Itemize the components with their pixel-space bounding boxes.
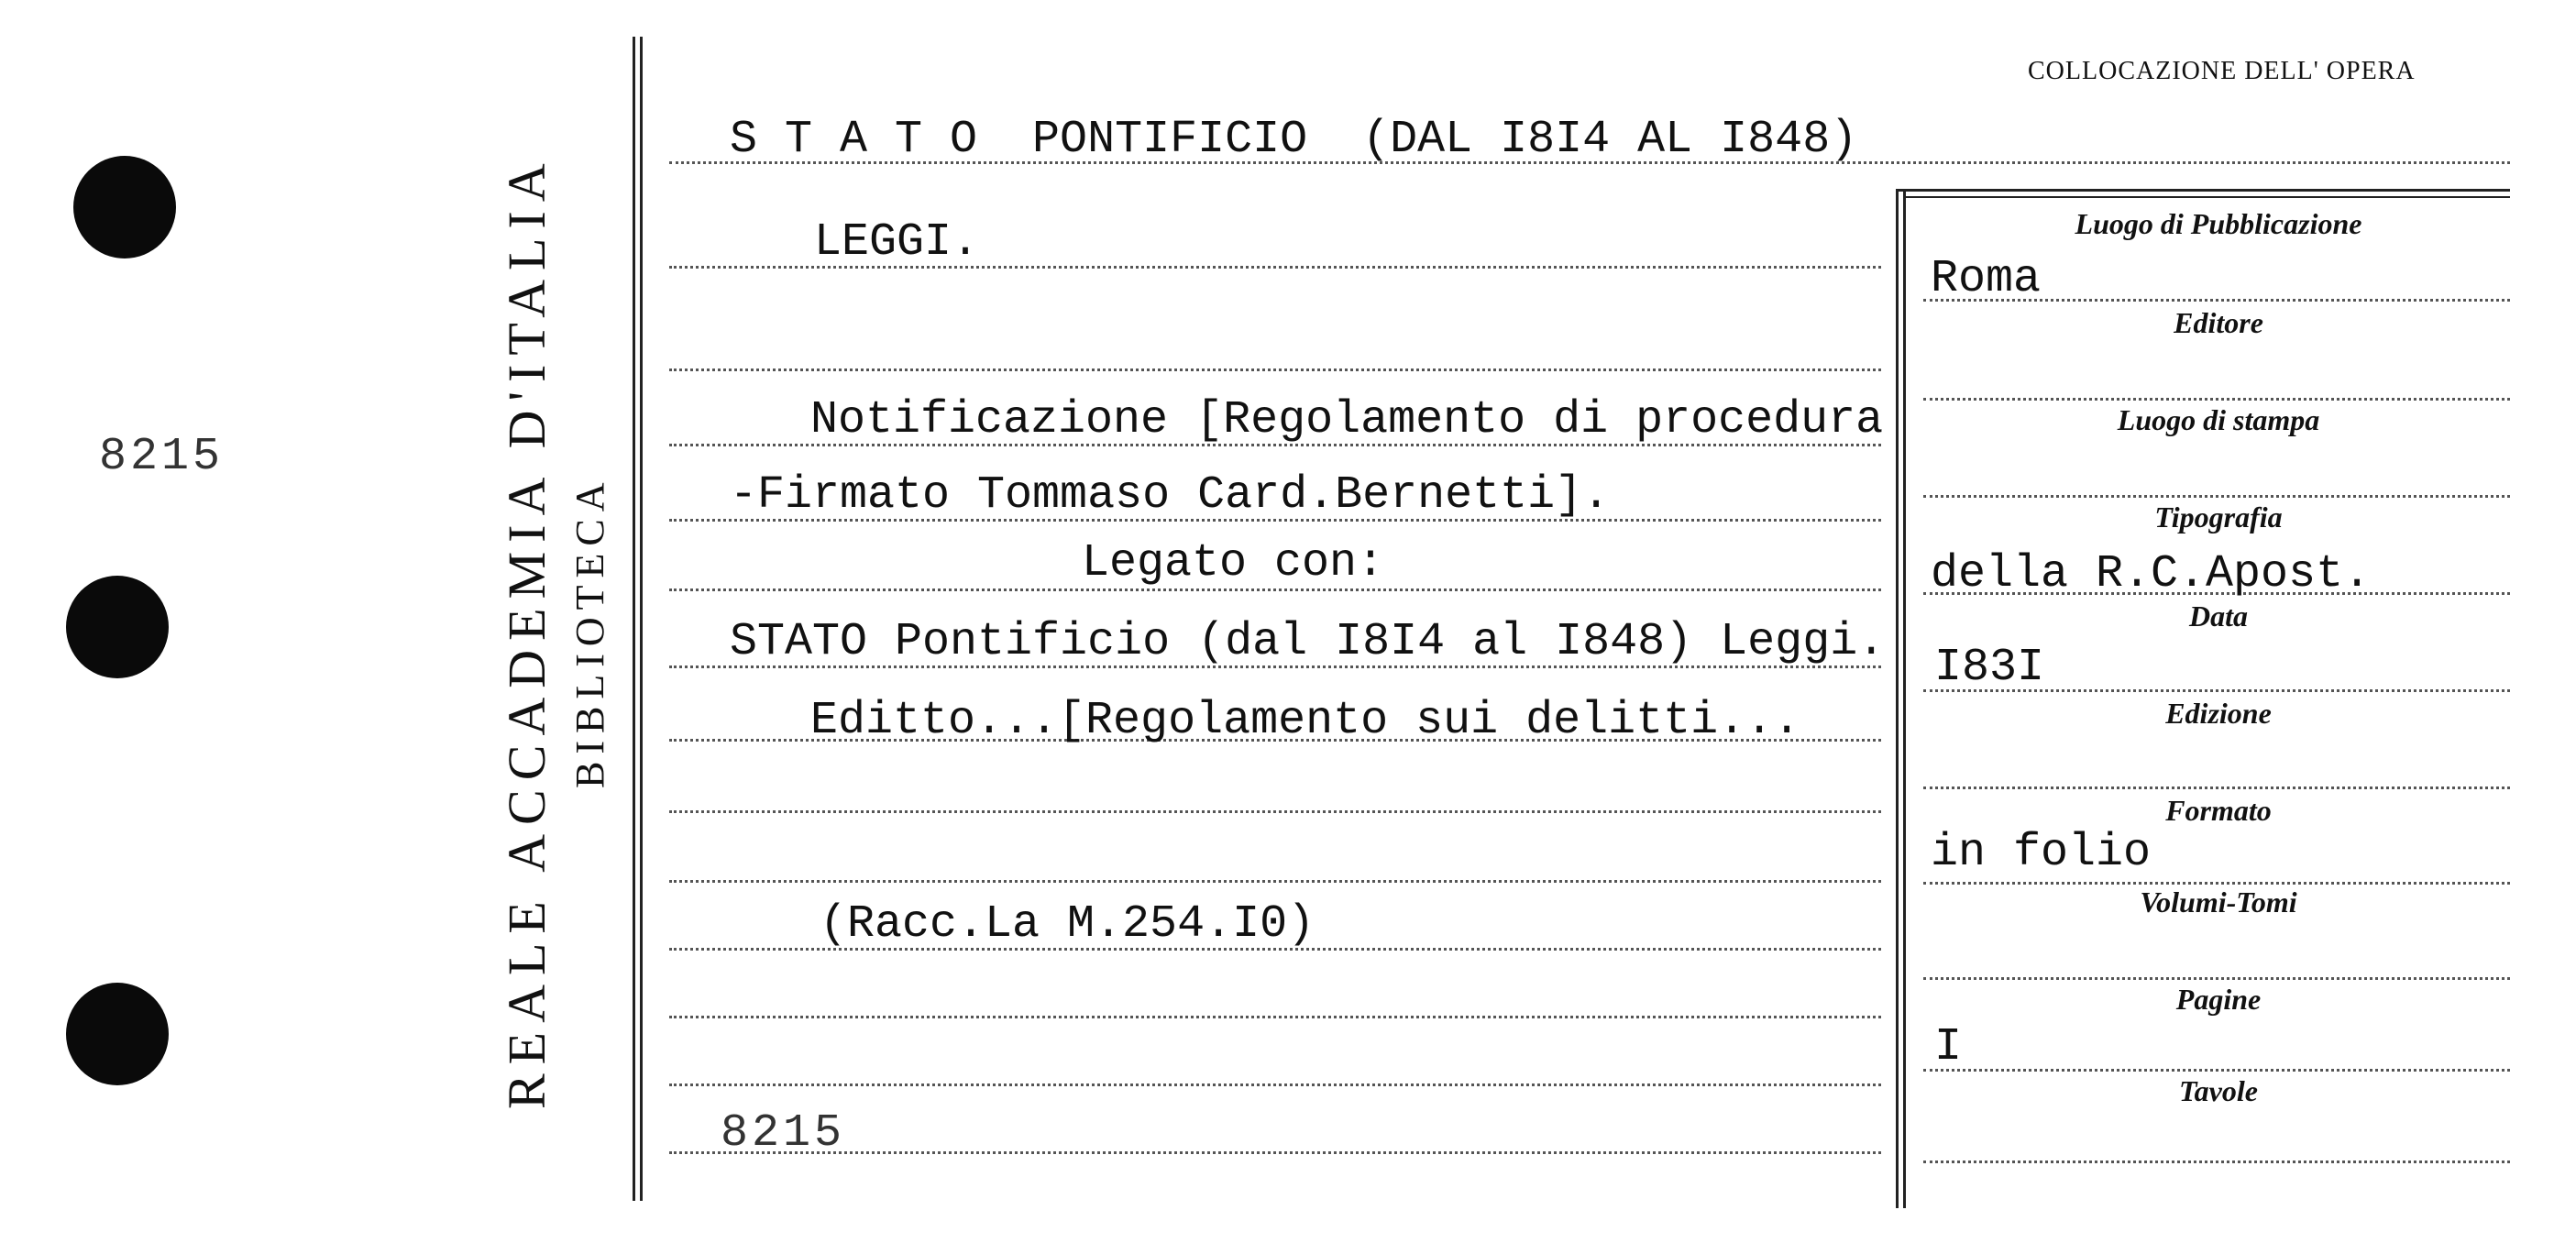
field-value-tipografia: della R.C.Apost. [1931,548,2372,600]
field-label-editore: Editore [2174,306,2263,339]
field-value-luogo-pubblicazione: Roma [1931,253,2042,305]
field-box-top-rule-b [1905,196,2510,198]
body-rule [669,1016,1881,1018]
field-rule [1923,398,2510,401]
field-value-pagine: I [1934,1021,1963,1073]
body-rule [669,368,1881,371]
body-line: -Firmato Tommaso Card.Bernetti]. [730,469,1611,522]
field-box-rule-a [1896,191,1899,1208]
field-rule [1923,786,2510,789]
field-rule [1923,977,2510,980]
field-label-luogo-stampa: Luogo di stampa [2117,403,2320,436]
field-label-tavole: Tavole [2179,1074,2258,1107]
field-label-pagine: Pagine [2175,983,2262,1016]
field-label-tipografia: Tipografia [2154,500,2283,534]
heading-line: S T A T O PONTIFICIO (DAL I8I4 AL I848) [730,114,1858,166]
body-rule [669,1151,1881,1154]
field-rule [1923,1069,2510,1072]
body-rule [669,880,1881,883]
punch-hole-middle [66,576,169,678]
body-rule [669,1084,1881,1086]
margin-catalogue-number: 8215 [99,431,225,483]
field-rule [1923,495,2510,498]
left-double-rule-a [633,37,635,1201]
field-rule [1923,1160,2510,1163]
field-label-volumi-tomi: Volumi-Tomi [2140,886,2297,918]
bottom-catalogue-number: 8215 [721,1107,846,1160]
collocazione-label: COLLOCAZIONE DELL' OPERA [2028,57,2416,85]
field-box-rule-b [1903,191,1906,1208]
body-line: STATO Pontificio (dal I8I4 al I848) Leggi. [730,616,1886,668]
field-label-data: Data [2189,600,2248,632]
punch-hole-top [73,156,176,258]
library-name: BIBLIOTECA [567,475,612,788]
subheading-line: LEGGI. [814,216,980,269]
left-double-rule-b [640,37,643,1201]
field-label-edizione: Edizione [2165,697,2272,730]
body-line: Notificazione [Regolamento di procedura [810,394,1884,446]
body-line: Editto...[Regolamento sui delitti... [810,695,1801,747]
field-value-data: I83I [1934,642,2045,694]
field-label-luogo-pubblicazione: Luogo di Pubblicazione [2075,207,2362,240]
shelfmark-line: (Racc.La M.254.I0) [820,898,1316,951]
punch-hole-bottom [66,983,169,1085]
field-rule [1923,882,2510,885]
body-rule [669,810,1881,813]
body-line: Legato con: [1082,537,1385,589]
field-label-formato: Formato [2165,794,2272,827]
field-value-formato: in folio [1931,827,2152,879]
institution-name: REALE ACCADEMIA D'ITALIA [497,154,556,1109]
field-box-top-rule-a [1896,189,2510,192]
